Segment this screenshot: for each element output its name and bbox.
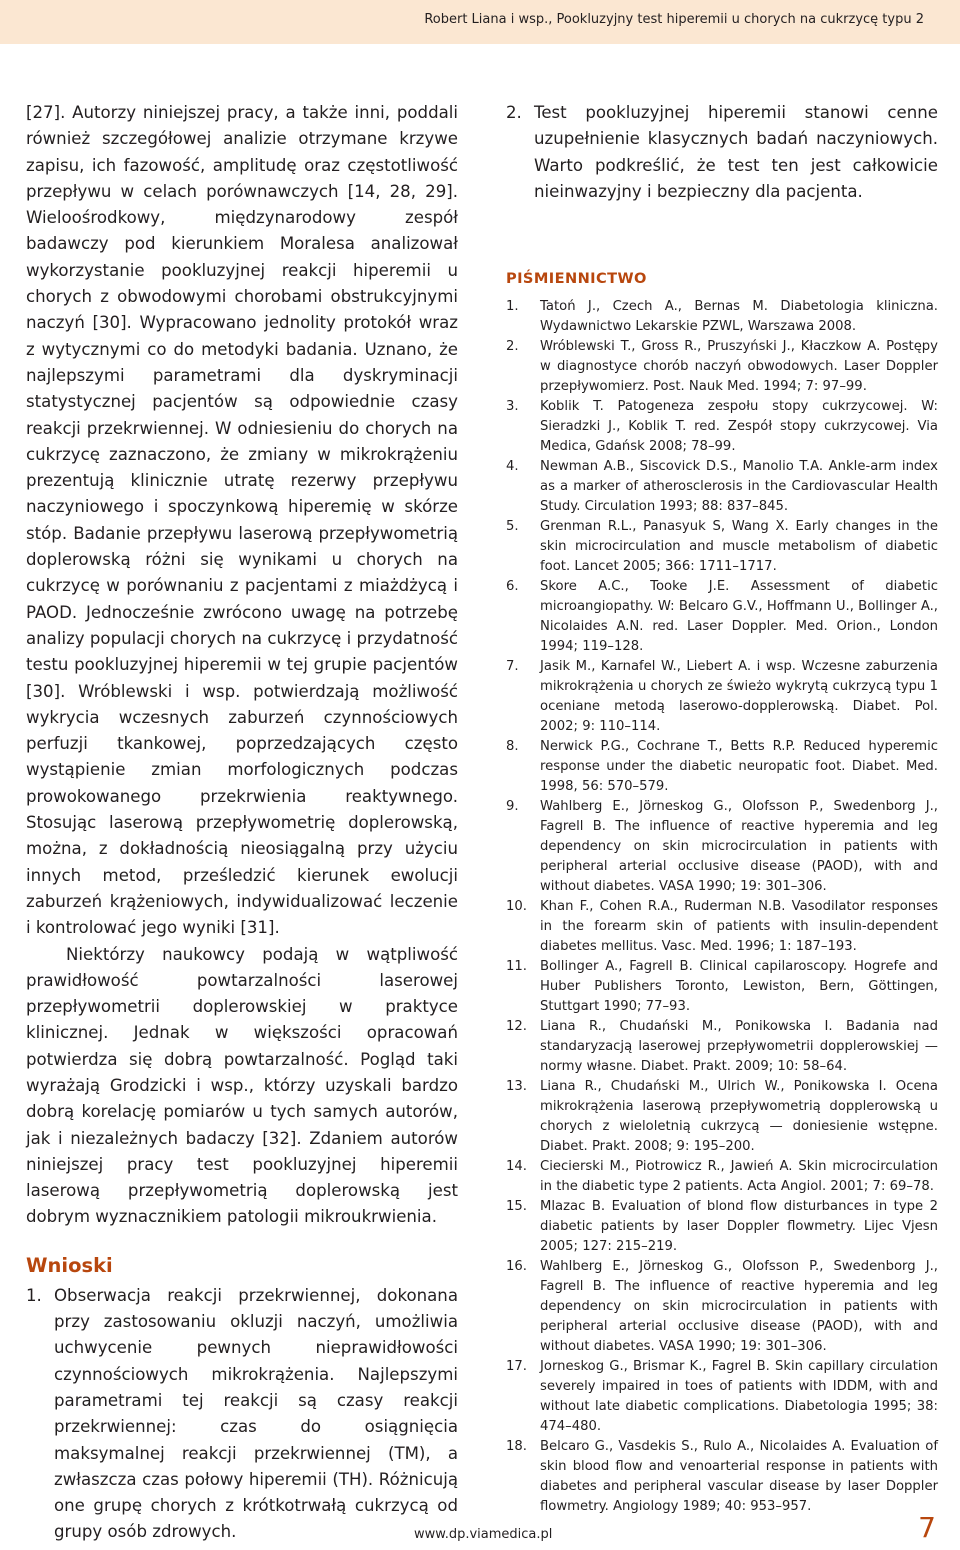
reference-text: Jasik M., Karnafel W., Liebert A. i wsp. Wczesne zaburzenia mikrokrążenia u chorych ze świeżo wykrytą cukrzycą typu 1 oceniane metodą laserowo-dopplerowską. Diabet. Pol. 2002; 9: 110–114. <box>540 659 938 735</box>
reference-number: 11. <box>506 959 527 975</box>
body-paragraph-2: Niektórzy naukowcy podają w wątpliwość prawidłowość powtarzalności laserowej przepływometrii doplerowskiej w praktyce klinicznej. Jednak w większości opracowań potwierdza się dobrą powtarzalność. Pogląd taki wyrażają Grodzicki i wsp., którzy uzyskali bardzo dobrą korelację pomiarów u tych samych autorów, jak i niezależnych badaczy [32]. Zdaniem autorów niniejszej pracy test pookluzyjnej hiperemii laserową przepływometrią doplerowską jest dobrym wyznacznikiem patologii mikroukrwienia. <box>26 944 458 1227</box>
page-number: 7 <box>918 1511 936 1544</box>
reference-text: Tatoń J., Czech A., Bernas M. Diabetologia kliniczna. Wydawnictwo Lekarskie PZWL, Warszawa 2008. <box>540 299 938 335</box>
reference-text: Jorneskog G., Brismar K., Fagrel B. Skin capillary circulation severely impaired in toes of patients with IDDM, with and without late diabetic complications. Diabetologia 1995; 38: 474–480. <box>540 1359 938 1435</box>
reference-text: Wahlberg E., Jörneskog G., Olofsson P., Swedenborg J., Fagrell B. The influence of reactive hyperemia and leg dependency on skin microcirculation in patients with peripheral arterial occlusive disease (PAOD), with and without diabetes. VASA 1990; 19: 301–306. <box>540 1259 938 1355</box>
reference-item <box>506 897 938 957</box>
conclusion-text: Obserwacja reakcji przekrwiennej, dokonana przy zastosowaniu okluzji naczyń, umożliwia uchwycenie pewnych nieprawidłowości czynnościowych mikrokrążenia. Najlepszymi parametrami tej reakcji są czasy reakcji przekrwiennej: czas do osiągnięcia maksymalnej reakcji przekrwiennej (TM), a zwłaszcza czas połowy hiperemii (TH). Różnicują one grupę chorych z krótkotrwałą cukrzycą od grupy osób zdrowych. <box>54 1285 458 1542</box>
conclusion-item <box>26 1283 458 1546</box>
reference-number: 7. <box>506 659 519 675</box>
reference-item <box>506 1017 938 1077</box>
reference-text: Skore A.C., Tooke J.E. Assessment of diabetic microangiopathy. W: Belcaro G.V., Hoffmann U., Bollinger A., Nicolaides A.N. red. Laser Doppler. Med. Orion., London 1994; 119–128. <box>540 579 938 655</box>
running-head: Robert Liana i wsp., Pookluzyjny test hiperemii u chorych na cukrzycę typu 2 <box>424 12 924 27</box>
reference-text: Newman A.B., Siscovick D.S., Manolio T.A. Ankle-arm index as a marker of atherosclerosis in the Cardiovascular Health Study. Circulation 1993; 88: 837–845. <box>540 459 938 515</box>
reference-text: Liana R., Chudański M., Ulrich W., Ponikowska I. Ocena mikrokrążenia laserową przepływometrią dopplerowską u chorych z wieloletnią cukrzycą — doniesienie wstępne. Diabet. Prakt. 2008; 9: 195–200. <box>540 1079 938 1155</box>
reference-text: Belcaro G., Vasdekis S., Rulo A., Nicolaides A. Evaluation of skin blood flow and venoarterial response in patients with diabetes and peripheral vascular disease by laser Doppler flowmetry. Angiology 1989; 40: 953–957. <box>540 1439 938 1515</box>
reference-item <box>506 1157 938 1197</box>
reference-text: Mlazac B. Evaluation of blond flow disturbances in type 2 diabetic patients by laser Doppler flowmetry. Lijec Vjesn 2005; 127: 215–219. <box>540 1199 938 1255</box>
conclusions-heading: Wnioski <box>26 1253 113 1277</box>
reference-text: Wróblewski T., Gross R., Pruszyński J., Kłaczkow A. Postępy w diagnostyce chorób naczyń obwodowych. Laser Doppler przepływomierz. Post. Nauk Med. 1994; 7: 97–99. <box>540 339 938 395</box>
conclusion-item <box>506 100 938 205</box>
reference-number: 18. <box>506 1439 527 1455</box>
reference-item <box>506 1257 938 1357</box>
reference-number: 4. <box>506 459 519 475</box>
reference-item <box>506 397 938 457</box>
reference-number: 10. <box>506 899 527 915</box>
reference-text: Nerwick P.G., Cochrane T., Betts R.P. Reduced hyperemic response under the diabetic neuropatic foot. Diabet. Med. 1998, 56: 570–579. <box>540 739 938 795</box>
reference-item <box>506 517 938 577</box>
conclusion-number: 2. <box>506 103 522 122</box>
reference-item <box>506 737 938 797</box>
reference-number: 13. <box>506 1079 527 1095</box>
reference-number: 16. <box>506 1259 527 1275</box>
reference-item <box>506 457 938 517</box>
body-paragraph-1: [27]. Autorzy niniejszej pracy, a także inni, poddali również szczegółowej analizie otrzymane krzywe zapisu, ich fazowość, amplitudę oraz częstotliwość przepływu w celach porównawczych [14, 28, 29]. Wieloośrodkowy, międzynarodowy zespół badawczy pod kierunkiem Moralesa analizował wykorzystanie pookluzyjnej reakcji hiperemii u chorych z obwodowymi chorobami obstrukcyjnymi naczyń [30]. Wypracowano jednolity protokół wraz z wytycznymi co do metodyki badania. Uznano, że najlepszymi parametrami dla dyskryminacji statystycznej pacjentów są odpowiednie czasy reakcji przekrwiennej. W odniesieniu do chorych na cukrzycę zaznaczono, że zmiany w mikrokrążeniu prezentują klinicznie utratę rezerwy przepływu naczyniowego i spoczynkową hiperemię w skórze stóp. Badanie przepływu laserową przepływometrią doplerowską różni się wynikami u chorych na cukrzycę w porównaniu z pacjentami z miażdżycą i PAOD. Jednocześnie zwrócono uwagę na potrzebę analizy populacji chorych na cukrzycę i przydatność testu pookluzyjnej hiperemii w tej grupie pacjentów [30]. Wróblewski i wsp. potwierdzają możliwość wykrycia wczesnych zaburzeń czynnościowych perfuzji tkankowej, poprzedzających często wystąpienie zmian morfologicznych podczas prowokowanego przekrwienia reaktywnego. Stosując laserową przepływometrię doplerowską, można, z dokładnością nieosiągalną przy użyciu innych metod, prześledzić kierunek ewolucji zaburzeń krążeniowych, indywidualizować leczenie i kontrolować jego wyniki [31]. <box>26 103 458 938</box>
reference-item <box>506 957 938 1017</box>
reference-text: Bollinger A., Fagrell B. Clinical capilaroscopy. Hogrefe and Huber Publishers Toronto, Lewiston, Bern, Göttingen, Stuttgart 1990; 77–93. <box>540 959 938 1015</box>
conclusion-text: Test pookluzyjnej hiperemii stanowi cenne uzupełnienie klasycznych badań naczyniowych. Warto podkreślić, że test ten jest całkowicie nieinwazyjny i bezpieczny dla pacjenta. <box>534 103 938 201</box>
reference-item <box>506 797 938 897</box>
reference-number: 17. <box>506 1359 527 1375</box>
reference-number: 9. <box>506 799 519 815</box>
reference-item <box>506 1357 938 1437</box>
reference-text: Grenman R.L., Panasyuk S, Wang X. Early changes in the skin microcirculation and muscle metabolism of diabetic foot. Lancet 2005; 366: 1711–1717. <box>540 519 938 575</box>
footer-url: www.dp.viamedica.pl <box>414 1527 553 1542</box>
reference-number: 3. <box>506 399 519 415</box>
reference-number: 5. <box>506 519 519 535</box>
reference-text: Liana R., Chudański M., Ponikowska I. Badania nad standaryzacją laserowej przepływometrii dopplerowskiej — normy własne. Diabet. Prakt. 2009; 10: 58–64. <box>540 1019 938 1075</box>
conclusion-number: 1. <box>26 1285 42 1305</box>
reference-text: Wahlberg E., Jörneskog G., Olofsson P., Swedenborg J., Fagrell B. The influence of reactive hyperemia and leg dependency on skin microcirculation in patients with peripheral arterial occlusive disease (PAOD), with and without diabetes. VASA 1990; 19: 301–306. <box>540 799 938 895</box>
reference-text: Khan F., Cohen R.A., Ruderman N.B. Vasodilator responses in the forearm skin of patients with insulin-dependent diabetes mellitus. Vasc. Med. 1996; 1: 187–193. <box>540 899 938 955</box>
reference-item <box>506 577 938 657</box>
reference-list <box>506 297 938 1517</box>
reference-number: 1. <box>506 299 519 315</box>
reference-text: Koblik T. Patogeneza zespołu stopy cukrzycowej. W: Sieradzki J., Koblik T. red. Zespół stopy cukrzycowej. Via Medica, Gdańsk 2008; 78–99. <box>540 399 938 455</box>
reference-item <box>506 1077 938 1157</box>
reference-item <box>506 657 938 737</box>
reference-text: Ciecierski M., Piotrowicz R., Jawień A. Skin microcirculation in the diabetic type 2 patients. Acta Angiol. 2001; 7: 69–78. <box>540 1159 938 1195</box>
right-column <box>506 100 938 1517</box>
reference-number: 6. <box>506 579 519 595</box>
reference-item <box>506 337 938 397</box>
reference-number: 12. <box>506 1019 527 1035</box>
reference-number: 2. <box>506 339 519 355</box>
reference-item <box>506 1437 938 1517</box>
reference-item <box>506 297 938 337</box>
reference-number: 8. <box>506 739 519 755</box>
reference-item <box>506 1197 938 1257</box>
references-heading: PIŚMIENNICTWO <box>506 270 647 288</box>
reference-number: 15. <box>506 1199 527 1215</box>
left-column <box>26 100 458 1546</box>
reference-number: 14. <box>506 1159 527 1175</box>
